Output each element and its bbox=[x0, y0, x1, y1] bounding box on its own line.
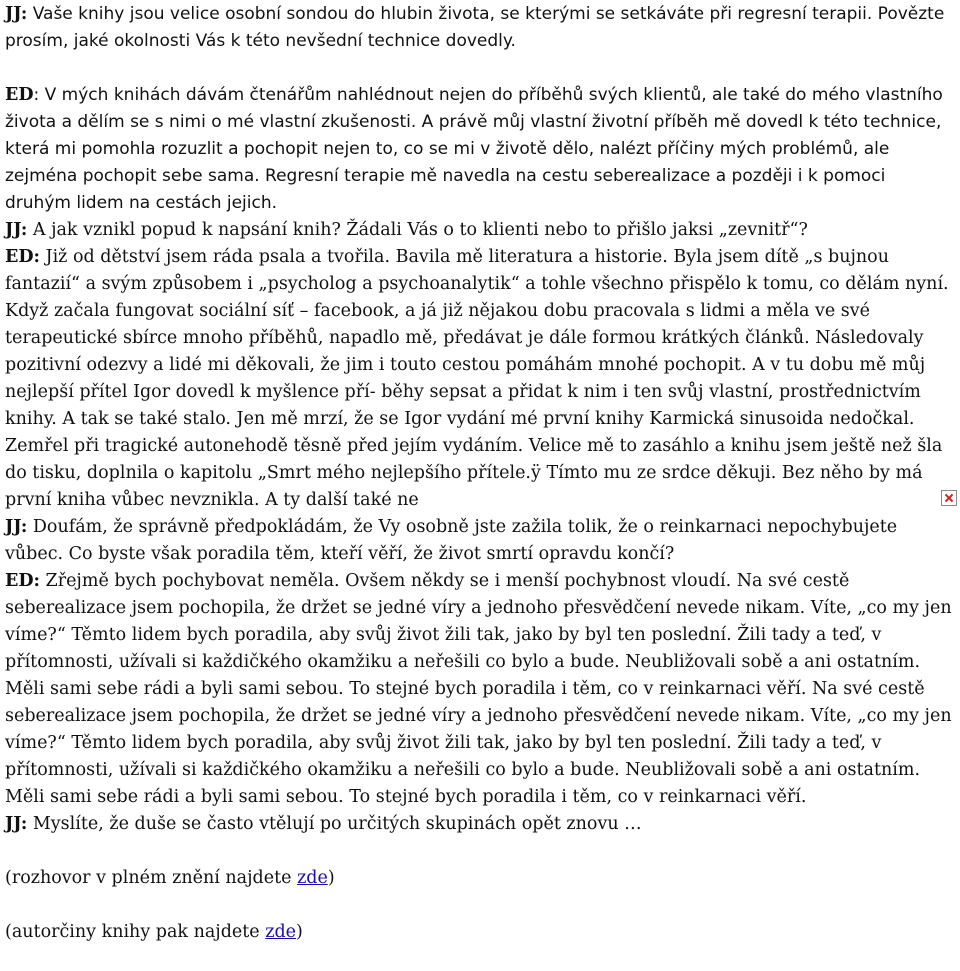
question-text: Myslíte, že duše se často vtělují po určitých skupinách opět znovu … bbox=[27, 814, 642, 834]
speaker-label: ED: bbox=[5, 247, 40, 267]
question-1 bbox=[5, 1, 955, 55]
answer-1 bbox=[5, 82, 955, 217]
author-books-link[interactable]: zde bbox=[265, 922, 296, 942]
broken-image-icon bbox=[941, 490, 957, 506]
note-text: (rozhovor v plném znění najdete bbox=[5, 868, 298, 888]
note-text: ) bbox=[327, 868, 335, 888]
question-3 bbox=[5, 514, 955, 568]
speaker-label: JJ: bbox=[5, 220, 28, 240]
paragraph-gap bbox=[5, 55, 955, 82]
question-4 bbox=[5, 811, 955, 838]
answer-text: : V mých knihách dávám čtenářům nahlédnout nejen do příběhů svých klientů, ale také do mého vlastního života a dělím se s nimi o mé vlastní zkušenosti. A právě můj vlastní životní příběh mě dovedl k této technice, která mi pomohla rozuzlit a pochopit nejen to, co se mi v životě dělo, nalézt příčiny mých problémů, ale zejména pochopit sebe sama. Regresní terapie mě navedla na cestu seberealizace a později i k pomoci druhým lidem na cestách jejich. bbox=[5, 85, 943, 213]
question-text: Doufám, že správně předpokládám, že Vy osobně jste zažila tolik, že o reinkarnaci nepochybujete vůbec. Co byste však poradila těm, kteří věří, že život smrtí opravdu končí? bbox=[5, 517, 898, 564]
paragraph-gap bbox=[5, 892, 955, 919]
answer-3 bbox=[5, 568, 955, 811]
answer-2 bbox=[5, 244, 955, 514]
speaker-label: JJ: bbox=[5, 517, 28, 537]
question-2 bbox=[5, 217, 955, 244]
speaker-label: ED: bbox=[5, 571, 40, 591]
answer-text: Již od dětství jsem ráda psala a tvořila. Bavila mě literatura a historie. Byla jsem dítě „s bujnou fantazií“ a svým způsobem i „psycholog a psychoanalytik“ a tohle všechno přispělo k tomu, co dělám nyní. Když začala fungovat sociální síť – facebook, a já již nějakou dobu pracovala s lidmi a měla ve své terapeutické sbírce mnoho příběhů, napadlo mě, předávat je dále formou krátkých článků. Následovaly pozitivní odezvy a lidé mi děkovali, že jim i touto cestou pomáhám mnohé pochopit. A v tu dobu mě můj nejlepší přítel Igor dovedl k myšlence pří- běhy sepsat a přidat k nim i ten svůj vlastní, prostřednictvím knihy. A tak se také stalo. Jen mě mrzí, že se Igor vydání mé první knihy Karmická sinusoida nedočkal. Zemřel při tragické autonehodě těsně před jejím vydáním. Velice mě to zasáhlo a knihu jsem ještě než šla do tisku, doplnila o kapitolu „Smrt mého nejlepšího přítele.ÿ Tímto mu ze srdce děkuji. Bez něho by má první kniha vůbec nevznikla. A ty další také ne bbox=[5, 247, 949, 510]
full-interview-note bbox=[5, 865, 955, 892]
question-text: Vaše knihy jsou velice osobní sondou do hlubin života, se kterými se setkáváte při regresní terapii. Povězte prosím, jaké okolnosti Vás k této nevšední technice dovedly. bbox=[5, 4, 945, 51]
author-books-note bbox=[5, 919, 955, 946]
question-text: A jak vznikl popud k napsání knih? Žádali Vás o to klienti nebo to přišlo jaksi „zevnitř“? bbox=[27, 220, 808, 240]
answer-text: Zřejmě bych pochybovat neměla. Ovšem někdy se i menší pochybnost vloudí. Na své cestě seberealizace jsem pochopila, že držet se jedné víry a jednoho přesvědčení nevede nikam. Víte, „co my jen víme?“ Těmto lidem bych poradila, aby svůj život žili tak, jako by byl ten poslední. Žili tady a teď, v přítomnosti, užívali si každičkého okamžiku a neřešili co bylo a bude. Neubližovali sobě a ani ostatním. Měli sami sebe rádi a byli sami sebou. To stejné bych poradila i těm, co v reinkarnaci věří. Na své cestě seberealizace jsem pochopila, že držet se jedné víry a jednoho přesvědčení nevede nikam. Víte, „co my jen víme?“ Těmto lidem bych poradila, aby svůj život žili tak, jako by byl ten poslední. Žili tady a teď, v přítomnosti, užívali si každičkého okamžiku a neřešili co bylo a bude. Neubližovali sobě a ani ostatním. Měli sami sebe rádi a byli sami sebou. To stejné bych poradila i těm, co v reinkarnaci věří. bbox=[5, 571, 952, 807]
paragraph-gap bbox=[5, 838, 955, 865]
speaker-label: ED bbox=[5, 85, 34, 105]
interview-article bbox=[5, 1, 955, 946]
speaker-label: JJ: bbox=[5, 4, 28, 24]
full-interview-link[interactable]: zde bbox=[297, 868, 328, 888]
note-text: (autorčiny knihy pak najdete bbox=[5, 922, 266, 942]
note-text: ) bbox=[296, 922, 303, 942]
speaker-label: JJ: bbox=[5, 814, 28, 834]
